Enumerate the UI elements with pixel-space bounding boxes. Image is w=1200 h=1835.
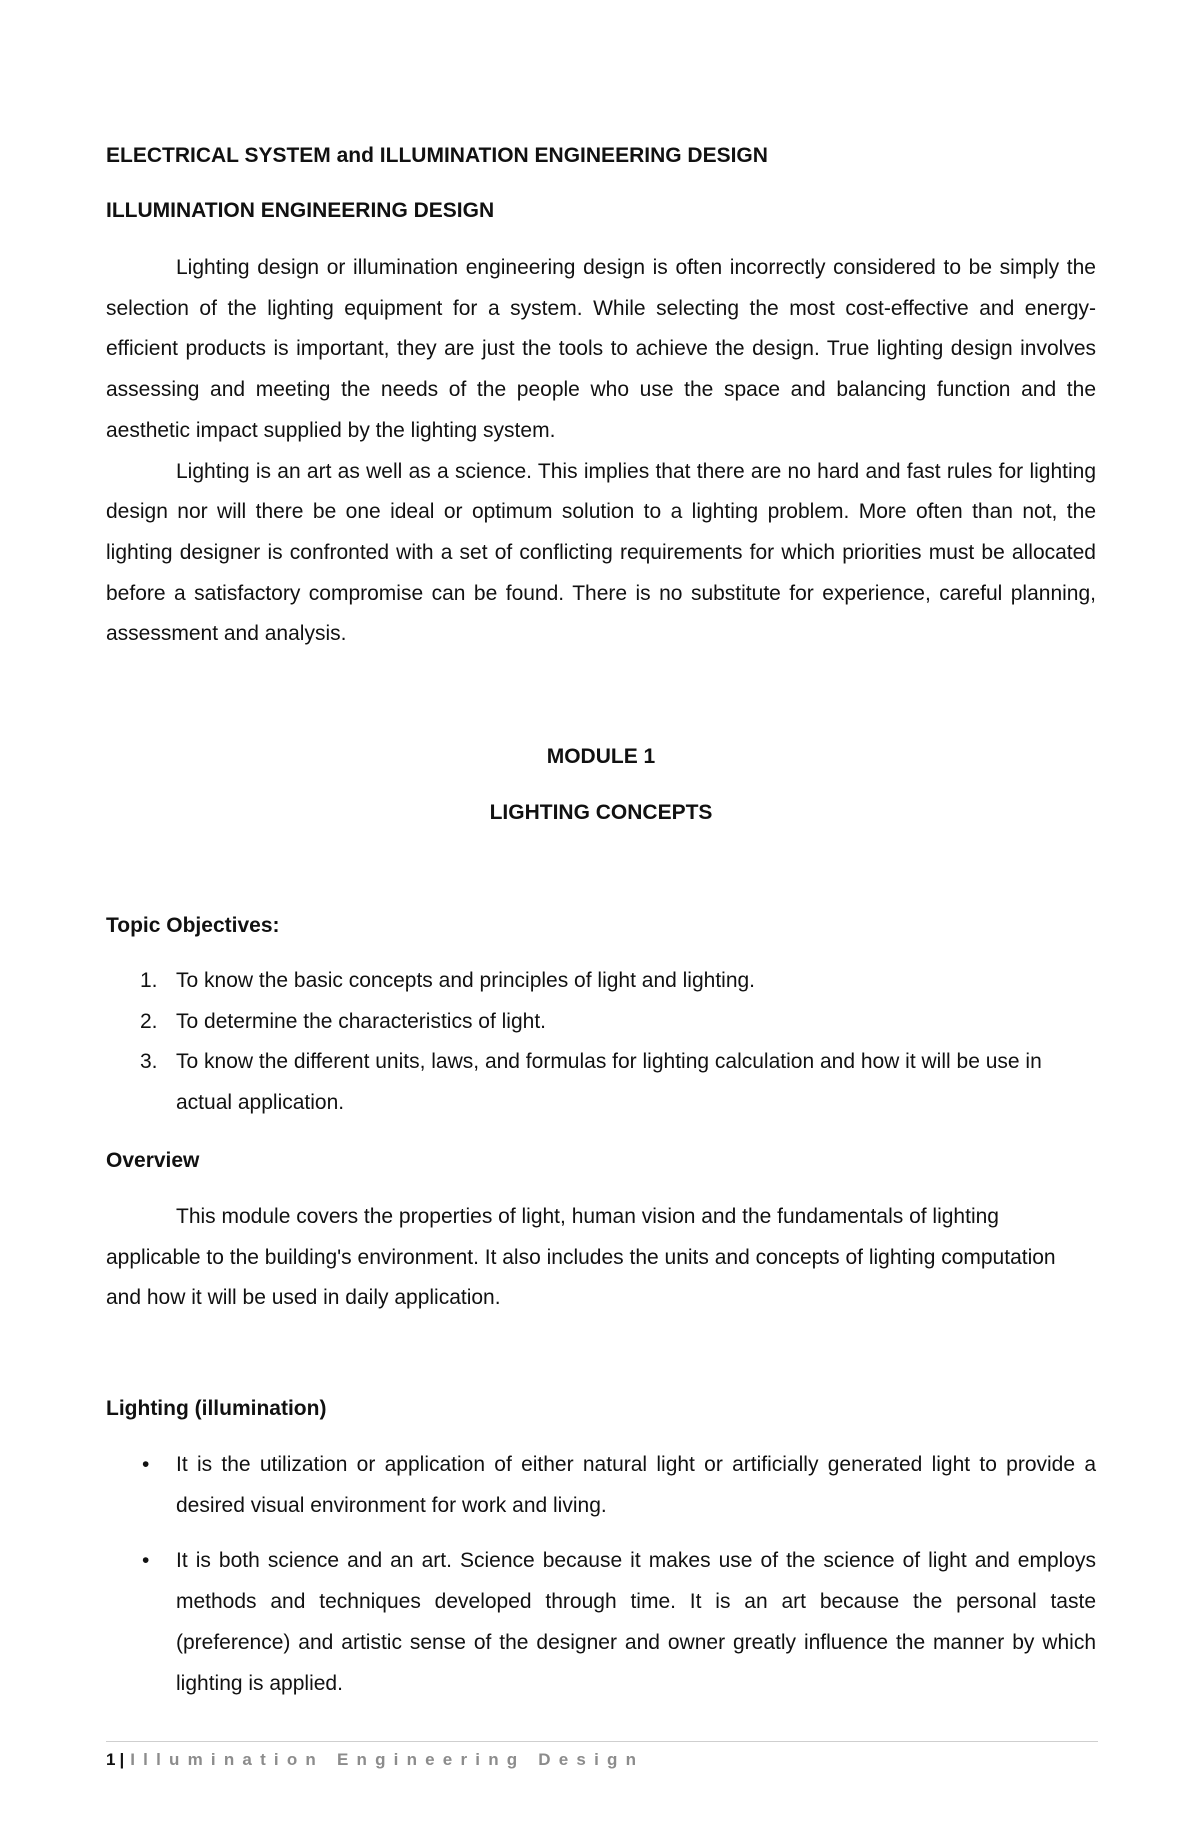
intro-paragraph-1: Lighting design or illumination engineering design is often incorrectly considered to be simply the selection of the lighting equipment for a system. While selecting the most cost-effective and energy-efficient products is important, they are just the tools to achieve the design. True lighting design involves assessing and meeting the needs of the people who use the space and balancing function and the aesthetic impact supplied by the lighting system. [106,256,1096,442]
objective-item [106,1002,1096,1043]
objective-number: 3. [140,1050,158,1074]
bullet-item [106,1445,1096,1526]
objective-text: To know the different units, laws, and formulas for lighting calculation and how it will be use in actual application. [176,1050,1042,1115]
intro-paragraph-2: Lighting is an art as well as a science. This implies that there are no hard and fast rules for lighting design nor will there be one ideal or optimum solution to a lighting problem. More often than not, the lighting designer is confronted with a set of conflicting requirements for which priorities must be allocated before a satisfactory compromise can be found. There is no substitute for experience, careful planning, assessment and analysis. [106,459,1096,646]
objective-number: 1. [140,969,158,992]
page-footer [106,1749,644,1771]
objective-item [106,961,1096,1002]
footer-text: Illumination Engineering Design [130,1750,645,1769]
footer-separator: | [119,1750,125,1769]
bullet-item [106,1541,1096,1704]
objective-text: To determine the characteristics of light. [176,1009,547,1033]
objective-item [106,1042,1096,1123]
objectives-list-wrap [106,961,1096,1124]
intro-section [106,248,1096,655]
bullet-text: It is the utilization or application of either natural light or artificially generated light to provide a desired visual environment for work and living. [176,1453,1096,1517]
module-label: MODULE 1 [546,745,656,768]
page-number: 1 [106,1750,116,1769]
section-title: ILLUMINATION ENGINEERING DESIGN [106,199,495,222]
bullet-icon: • [142,1453,150,1476]
objectives-heading: Topic Objectives: [106,914,280,937]
lighting-bullets [106,1445,1096,1704]
objective-text: To know the basic concepts and principles of light and lighting. [176,969,756,992]
overview-section [106,1197,1096,1319]
objectives-list [106,961,1096,1124]
overview-paragraph: This module covers the properties of light, human vision and the fundamentals of lighting applicable to the building's environment. It also includes the units and concepts of lighting computation and how it will be used in daily application. [106,1205,1056,1310]
footer-divider [106,1741,1098,1742]
lighting-heading: Lighting (illumination) [106,1397,327,1420]
bullet-text: It is both science and an art. Science because it makes use of the science of light and employs methods and techniques developed through time. It is an art because the personal taste (preference) and artistic sense of the designer and owner greatly influence the manner by which lighting is applied. [176,1549,1096,1695]
document-title: ELECTRICAL SYSTEM and ILLUMINATION ENGINEERING DESIGN [106,144,768,167]
lighting-bullets-wrap [106,1445,1096,1704]
bullet-icon: • [142,1549,150,1573]
overview-heading: Overview [106,1149,200,1172]
objective-number: 2. [140,1009,158,1033]
module-title: LIGHTING CONCEPTS [489,801,713,824]
